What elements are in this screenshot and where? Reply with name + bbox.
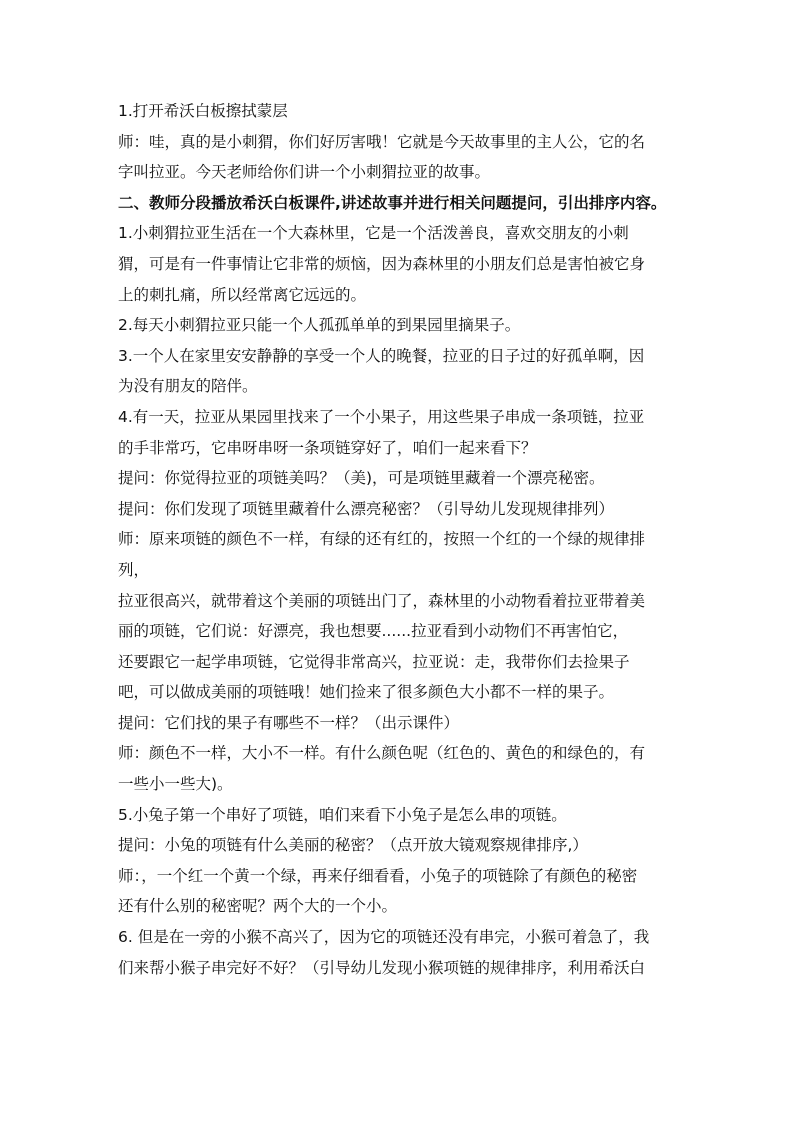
text-line: 上的刺扎痛，所以经常离它远远的。 xyxy=(118,285,367,304)
text-line: 提问：你们发现了项链里藏着什么漂亮秘密？（引导幼儿发现规律排列） xyxy=(118,499,615,518)
section-heading: 二、教师分段播放希沃白板课件,讲述故事并进行相关问题提问，引出排序内容。 xyxy=(118,193,667,212)
text-line: 还要跟它一起学串项链，它觉得非常高兴，拉亚说：走，我带你们去捡果子 xyxy=(118,652,630,671)
text-line: 丽的项链，它们说：好漂亮，我也想要......拉亚看到小动物们不再害怕它， xyxy=(118,622,629,641)
text-line: 师：颜色不一样，大小不一样。有什么颜色呢（红色的、黄色的和绿色的，有 xyxy=(118,744,646,763)
text-line: 还有什么别的秘密呢？两个大的一个小。 xyxy=(118,897,398,916)
text-line: 猬，可是有一件事情让它非常的烦恼，因为森林里的小朋友们总是害怕被它身 xyxy=(118,254,646,273)
text-line: 3.一个人在家里安安静静的享受一个人的晚餐，拉亚的日子过的好孤单啊，因 xyxy=(118,346,645,365)
text-line: 1.小刺猬拉亚生活在一个大森林里，它是一个活泼善良，喜欢交朋友的小刺 xyxy=(118,224,629,243)
text-line: 吧，可以做成美丽的项链哦！她们捡来了很多颜色大小都不一样的果子。 xyxy=(118,683,615,702)
text-line: 提问：小兔的项链有什么美丽的秘密？（点开放大镜观察规律排序,） xyxy=(118,836,588,855)
text-line: 列， xyxy=(118,560,150,579)
text-line: 们来帮小猴子串完好不好？（引导幼儿发现小猴项链的规律排序，利用希沃白 xyxy=(118,958,646,977)
document-body xyxy=(118,96,718,983)
text-line: 6. 但是在一旁的小猴不高兴了，因为它的项链还没有串完，小猴可着急了，我 xyxy=(118,928,650,947)
text-line: 1.打开希沃白板擦拭蒙层 xyxy=(118,102,288,120)
text-line: 师：哇，真的是小刺猬，你们好厉害哦！它就是今天故事里的主人公，它的名 xyxy=(118,132,646,151)
text-line: 一些小一些大)。 xyxy=(118,775,233,794)
text-line: 字叫拉亚。今天老师给你们讲一个小刺猬拉亚的故事。 xyxy=(118,163,491,182)
text-line: 5.小兔子第一个串好了项链，咱们来看下小兔子是怎么串的项链。 xyxy=(118,805,567,824)
text-line: 师：原来项链的颜色不一样，有绿的还有红的，按照一个红的一个绿的规律排 xyxy=(118,530,646,549)
text-line: 师：，一个红一个黄一个绿，再来仔细看看，小兔子的项链除了有颜色的秘密 xyxy=(118,866,638,885)
text-line: 提问：你觉得拉亚的项链美吗？（美)，可是项链里藏着一个漂亮秘密。 xyxy=(118,469,605,488)
text-line: 4.有一天，拉亚从果园里找来了一个小果子，用这些果子串成一条项链，拉亚 xyxy=(118,407,645,426)
text-line: 提问：它们找的果子有哪些不一样？（出示课件） xyxy=(118,713,460,732)
text-line: 2.每天小刺猬拉亚只能一个人孤孤单单的到果园里摘果子。 xyxy=(118,316,521,335)
text-line: 的手非常巧，它串呀串呀一条项链穿好了，咱们一起来看下？ xyxy=(118,438,537,457)
text-line: 为没有朋友的陪伴。 xyxy=(118,377,258,396)
text-line: 拉亚很高兴，就带着这个美丽的项链出门了，森林里的小动物看着拉亚带着美 xyxy=(118,591,646,610)
